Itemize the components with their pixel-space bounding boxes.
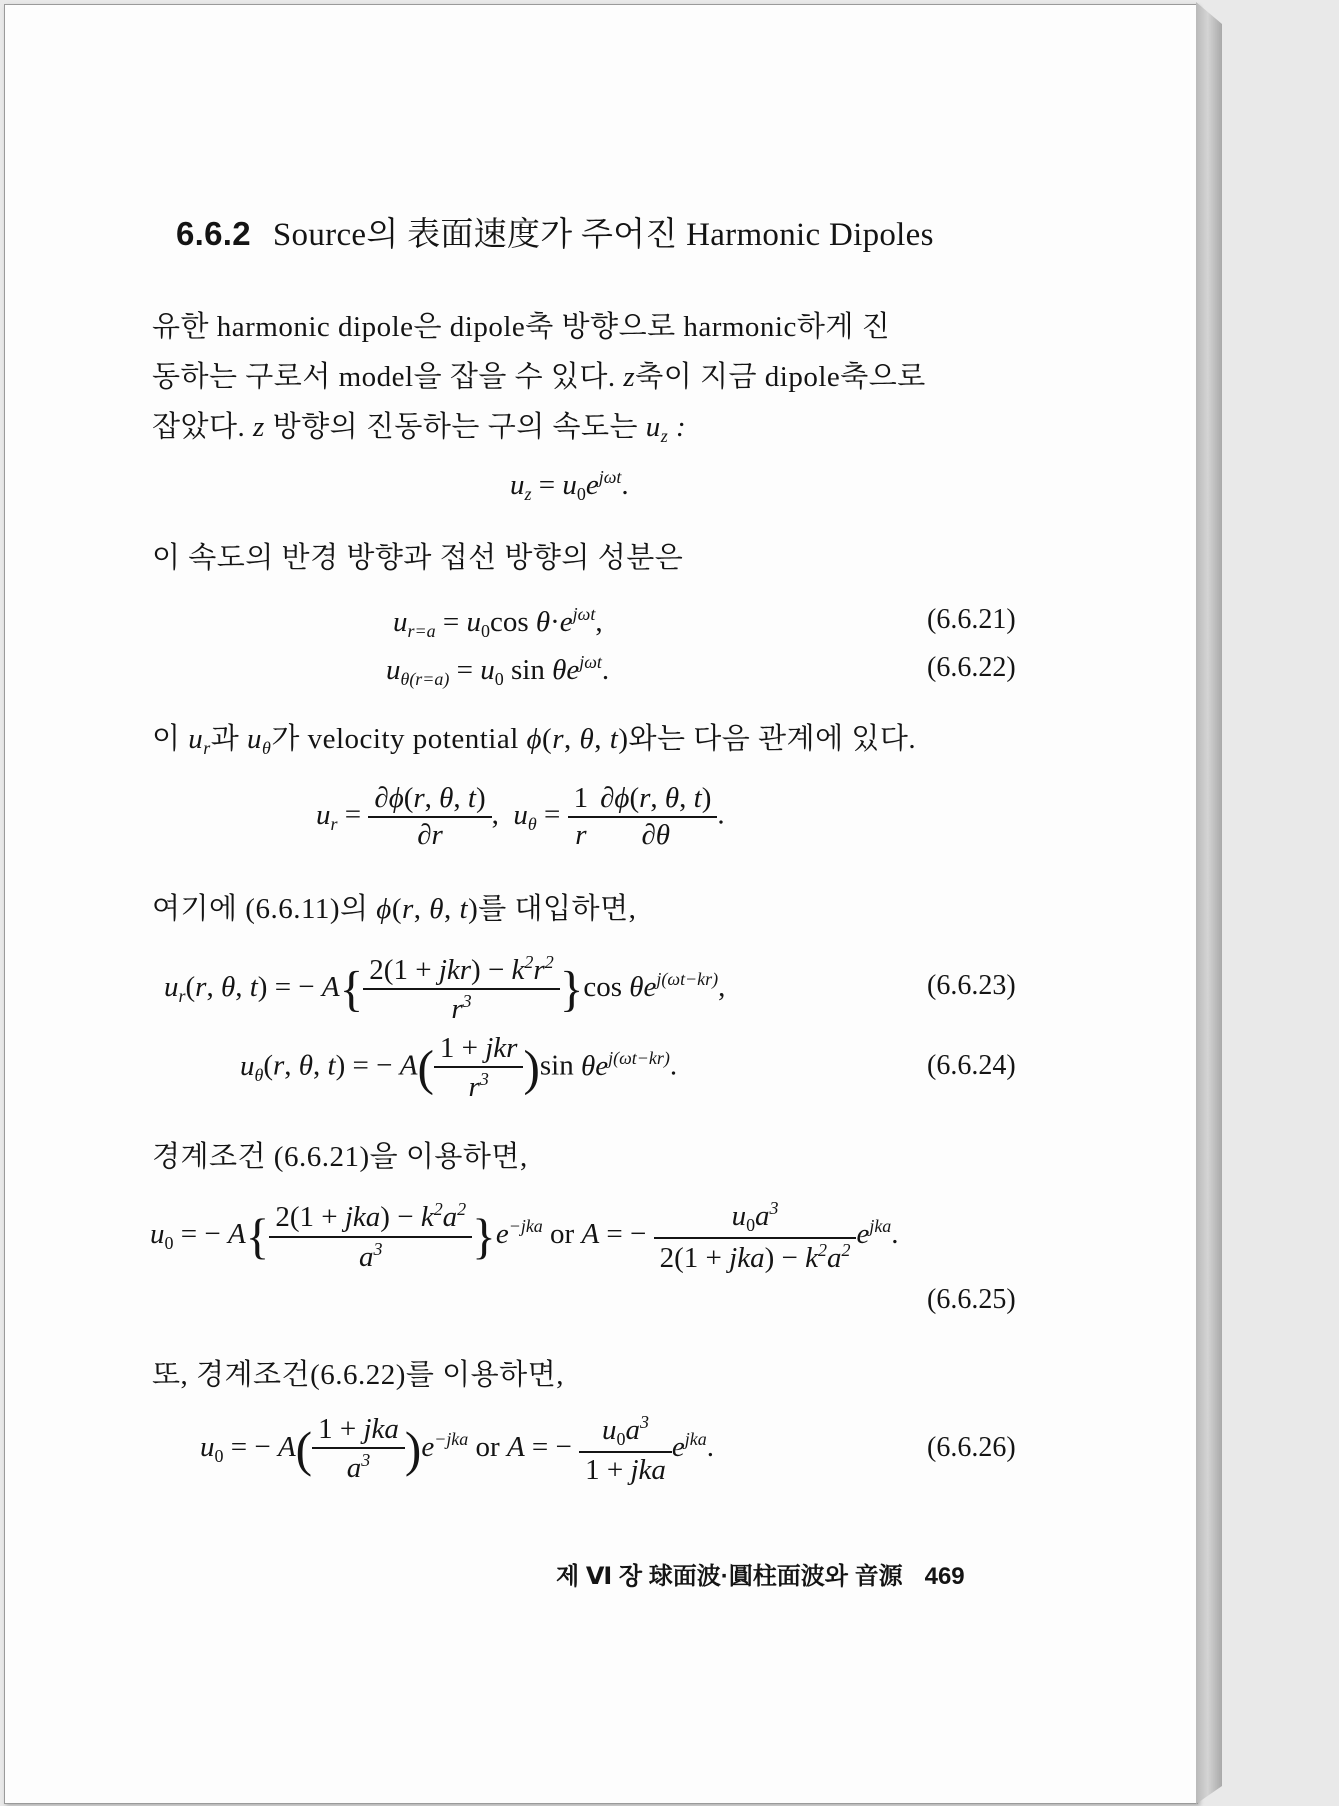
equation-6-6-22: $u_{\theta(r=a)} = u_0$ $\sin \theta e^{j\omega t}$. [386,652,610,689]
text-span: 과 [210,723,240,755]
page-number: 469 [924,1563,965,1590]
text-span: 잡았다. [152,411,246,443]
text-span: 여기에 (6.6.11)의 [152,893,369,925]
equation-number: (6.6.22) [927,652,1016,683]
equation-number: (6.6.21) [927,604,1016,635]
paragraph-line [152,354,926,395]
paragraph-line: 이 $u_r$과 $u_\theta$가 velocity potential ϕ(r, θ, t)와는 다음 관계에 있다. [152,723,917,758]
running-footer [556,1556,965,1591]
paragraph-line [152,404,686,447]
text-span: 방향의 진동하는 구의 속도는 [272,411,639,443]
section-heading [176,208,934,255]
paragraph-line: 경계조건 (6.6.21)을 이용하면, [152,1141,528,1173]
equation-6-6-26: $u_0$ = − A( $\frac{\text{1 + jka}}{a^3}$ )$e^{-jka}$ or A = − $\frac{u_0a^3}{\text{1 + jka}}$ $e^{jka}$. [200,1412,714,1486]
equation-number: (6.6.24) [927,1050,1016,1081]
section-title: Source의 表面速度가 주어진 Harmonic Dipoles [272,217,934,253]
math-inline: $u_z$ : [645,411,687,446]
text-span: 동하는 구로서 model을 잡을 수 있다. [152,361,616,393]
paragraph-line: 또, 경계조건(6.6.22)를 이용하면, [152,1359,564,1391]
paragraph-line: 여기에 (6.6.11)의 ϕ(r, θ, t)를 대입하면, [152,893,637,925]
text-span: 이 [152,723,181,755]
equation-velocity-relation: $u_r$ = $\frac{\partial\phi(r, \theta, t)}{\partial r}$ , $u_\theta$ = $\frac{1}{r}$ $\frac{\partial\phi(r, \theta, t)}{\partial\theta}$ . [316,782,725,851]
math-var: z [623,361,636,393]
equation-number: (6.6.23) [927,970,1016,1001]
math-var: z [253,411,265,443]
equation-6-6-24: $u_\theta(r$, θ, t) = − A( $\frac{\text{1 + jkr}}{r^3}$ )sin $\theta e^{j(\omega t-kr)}$. [240,1032,678,1104]
equation-number: (6.6.25) [927,1284,1016,1315]
text-span: 가 velocity potential [271,723,519,755]
page-edge [1196,2,1222,1804]
text-span: 를 대입하면, [478,893,637,925]
equation-6-6-23: $u_r(r$, θ, t) = − A{ $\frac{2(1 + jkr) - k^2r^2}{r^3}$ }cos $\theta e^{j(\omega t-kr)}$, [164,952,726,1026]
text-span: 축이 지금 dipole축으로 [635,361,926,393]
equation-number: (6.6.26) [927,1432,1016,1463]
running-head: 제 Ⅵ 장 球面波·圓柱面波와 音源 [556,1563,903,1590]
paragraph-line: 유한 harmonic dipole은 dipole축 방향으로 harmonic하게 진 [152,311,891,343]
equation-6-6-21: $u_{r=a} = u_0\cos$ $\theta\cdot e^{j\omega t}$, [393,604,603,641]
text-span: 와는 다음 관계에 있다. [628,723,917,755]
section-number: 6.6.2 [176,215,251,252]
equation-uz: $u_z = u_0e^{j\omega t}$. [510,467,629,504]
equation-6-6-25: $u_0$ = − A{ $\frac{2(1 + jka) - k^2a^2}{a^3}$ }$e^{-jka}$ or A = − $\frac{u_0a^3}{2(1 + jka) - k^2a^2}$ $e^{jka}$. [150,1198,899,1275]
paragraph-line: 이 속도의 반경 방향과 접선 방향의 성분은 [152,542,684,574]
